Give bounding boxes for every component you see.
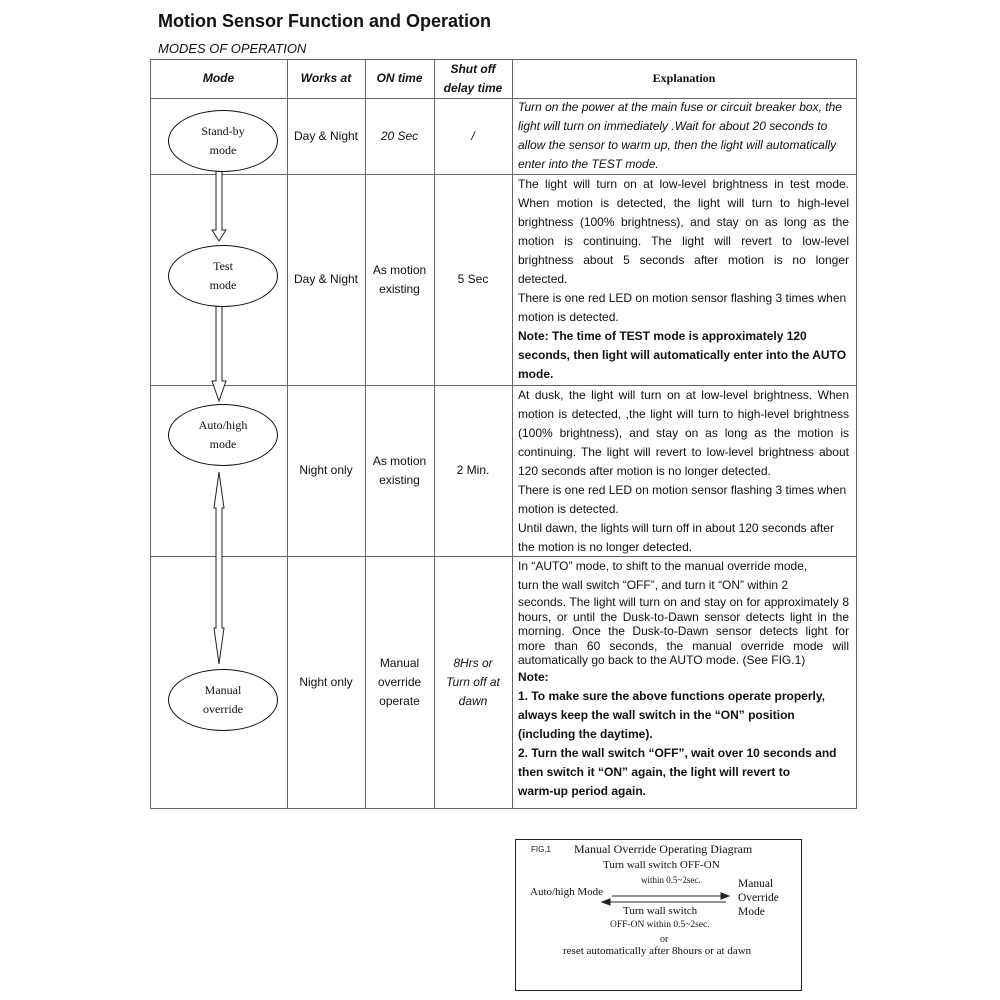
row2-on-time (365, 174, 434, 385)
row3-works-at: Night only (299, 463, 353, 477)
mode-auto-ellipse (168, 404, 278, 466)
row4-explanation-body: seconds. The light will turn on and stay on for approximately 8 hours, or until the Dusk-to-Dawn sensor detects light in the morning. Once the Dusk-to-Dawn sensor detects light for more than 60 seconds, the manual override mode will automatically go back to the AUTO mode. (See FIG.1) (518, 595, 849, 667)
fig1-bottom-line3: or (660, 934, 669, 945)
fig1-arrowhead-right (721, 893, 729, 899)
header-on-time: ON time (376, 71, 423, 85)
row2-shut-off: 5 Sec (457, 272, 489, 286)
row1-works-at: Day & Night (293, 128, 359, 143)
row3-explanation-p3: Until dawn, the lights will turn off in about 120 seconds after the motion is no longer detected. (518, 521, 834, 554)
fig1-top-line2: within 0.5~2sec. (641, 875, 701, 885)
row3-on-time-line2: existing (379, 472, 420, 487)
row4-note-1: 1. To make sure the above functions operate properly, always keep the wall switch in the “ON” position (including the daytime). (518, 688, 825, 741)
row3-explanation-p2: There is one red LED on motion sensor flashing 3 times when motion is detected. (518, 483, 847, 516)
header-explanation: Explanation (652, 71, 716, 85)
header-mode: Mode (202, 71, 235, 85)
header-shut-off-line1: Shut off (450, 61, 496, 76)
row2-on-time-line1: As motion (372, 262, 427, 277)
row2-explanation-p1: The light will turn on at low-level brightness in test mode. When motion is detected, the light will turn to high-level brightness (100% brightness), and stay on as long as the motion is continuing. The light will revert to low-level brightness about 5 seconds after motion is no longer detected. (518, 177, 849, 286)
row4-note-2c: warm-up period again. (518, 783, 647, 798)
row4-explanation-line2: turn the wall switch “OFF”, and turn it “ON” within 2 (518, 578, 789, 592)
fig1-right-line1: Manual (738, 878, 774, 890)
mode-test-ellipse (168, 245, 278, 307)
fig1-diagram (515, 839, 802, 991)
row4-on-time-line2: override (377, 674, 422, 689)
header-works-at: Works at (300, 71, 352, 85)
row1-explanation (518, 98, 849, 174)
row2-explanation-p2: There is one red LED on motion sensor flashing 3 times when motion is detected. (518, 291, 847, 324)
row4-shut-off-line3: dawn (458, 693, 488, 708)
fig1-bottom-line1: Turn wall switch (623, 905, 698, 917)
mode-manual-line2: override (203, 702, 243, 716)
row1-explanation-text: Turn on the power at the main fuse or circuit breaker box, the light will turn on immediately .Wait for about 20 seconds to allow the sensor to warm up, then the light will automatically enter into the TEST mode. (518, 100, 842, 171)
row4-explanation-line1: In “AUTO” mode, to shift to the manual override mode, (518, 559, 808, 573)
mode-auto-line1: Auto/high (198, 418, 248, 432)
row4-works-at-text: Night only (299, 674, 353, 689)
table-border-bottom (150, 808, 857, 809)
row4-works-at (287, 556, 365, 808)
fig1-left-mode: Auto/high Mode (530, 886, 604, 898)
row2-explanation (518, 175, 849, 384)
fig1-right-line3: Mode (738, 906, 765, 918)
row1-shut-off: / (471, 128, 475, 143)
row3-explanation-p1: At dusk, the light will turn on at low-level brightness. When motion is detected, ,the light will turn to high-level brightness (100% brightness), and stay on as long as the motion is continuing. The light will revert to low-level brightness about 120 seconds after motion is no longer detected. (518, 388, 849, 478)
table-border-right (856, 59, 857, 809)
fig1-bottom-line4: reset automatically after 8hours or at dawn (563, 945, 752, 957)
fig1-title: Manual Override Operating Diagram (574, 842, 753, 856)
page-title: Motion Sensor Function and Operation (158, 11, 491, 31)
fig1-arrowhead-left (602, 899, 610, 905)
fig1-bottom-line2: OFF-ON within 0.5~2sec. (610, 920, 710, 930)
row4-shut-off-line2: Turn off at (446, 674, 500, 689)
row4-on-time-line3: operate (379, 693, 420, 708)
row2-works-at: Day & Night (293, 272, 359, 286)
fig1-top-line1: Turn wall switch OFF-ON (603, 859, 720, 871)
row4-note-2b: then switch it “ON” again, the light will revert to (518, 764, 791, 779)
mode-auto-line2: mode (209, 437, 237, 451)
fig1-right-line2: Override (738, 892, 779, 904)
row3-explanation (518, 386, 849, 557)
row4-note-label: Note: (518, 669, 549, 684)
header-shut-off-line2: delay time (443, 80, 503, 95)
mode-standby-ellipse (168, 110, 278, 172)
row3-shut-off: 2 Min. (456, 463, 490, 477)
row3-on-time (365, 385, 434, 556)
row4-shut-off (434, 556, 512, 808)
table-border-left (150, 59, 151, 809)
row4-shut-off-line1: 8Hrs or (453, 655, 493, 670)
row4-on-time (365, 556, 434, 808)
mode-test-line2: mode (209, 278, 237, 292)
row4-note-2a: 2. Turn the wall switch “OFF”, wait over 10 seconds and (518, 745, 837, 760)
mode-manual-ellipse (168, 669, 278, 731)
row2-on-time-line2: existing (379, 281, 420, 296)
header-shut-off-delay (434, 59, 512, 98)
row4-on-time-line1: Manual (379, 655, 420, 670)
row4-explanation (518, 557, 849, 801)
column-divider (512, 59, 513, 809)
mode-standby-line2: mode (209, 143, 237, 157)
fig1-label: FIG.1 (531, 845, 552, 854)
row2-explanation-note: Note: The time of TEST mode is approximately 120 seconds, then light will automatically enter into the AUTO mode. (518, 329, 847, 381)
mode-standby-line1: Stand-by (201, 124, 245, 138)
row3-on-time-line1: As motion (372, 453, 427, 468)
mode-manual-line1: Manual (204, 683, 242, 697)
mode-test-line1: Test (213, 259, 233, 273)
row1-on-time: 20 Sec (380, 128, 419, 143)
section-subtitle: MODES OF OPERATION (158, 41, 307, 56)
